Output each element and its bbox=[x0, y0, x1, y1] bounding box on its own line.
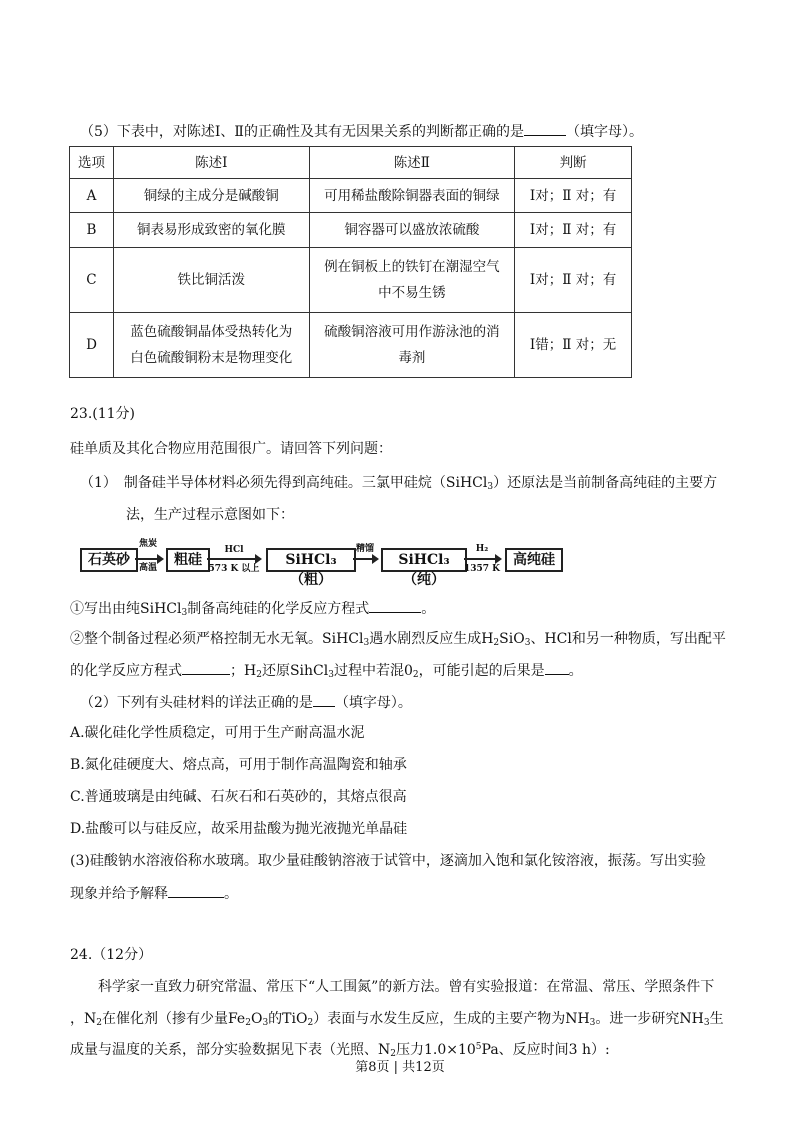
flow-box-pure-sihcl3: SiHCl₃（纯） bbox=[381, 548, 467, 572]
table-header-row bbox=[70, 147, 632, 179]
q23-part1-line2: 法，生产过程示意图如下： bbox=[126, 507, 294, 523]
flow-condition: 高温 bbox=[138, 563, 157, 573]
flow-arrow bbox=[135, 558, 162, 560]
table-header: 选项 bbox=[70, 147, 114, 179]
q24-line1: 科学家一直致力研究常温、常压下“人工围氮”的新方法。曾有实验报道：在常温、常压、学照条件下 bbox=[98, 979, 715, 995]
q5-prompt: （5）下表中，对陈述Ⅰ、Ⅱ的正确性及其有无因果关系的判断都正确的是 （填字母）。 bbox=[80, 121, 643, 142]
question-23-intro: 硅单质及其化合物应用范围很广。请回答下列问题： bbox=[70, 441, 392, 457]
table-row bbox=[70, 248, 632, 313]
flow-box-quartz-sand: 石英砂 bbox=[80, 548, 138, 572]
table-row bbox=[70, 179, 632, 213]
flow-condition: 573 K 以上 bbox=[208, 564, 260, 574]
answer-blank[interactable] bbox=[369, 598, 421, 613]
option-a: A.碳化硅化学性质稳定，可用于生产耐高温水泥 bbox=[70, 725, 365, 741]
statement-2-cell: 可用稀盐酸除铜器表面的铜绿 bbox=[309, 179, 515, 213]
q23-part1-line1: （1） 制备硅半导体材料必须先得到高纯硅。三氯甲硅烷（SiHCl$_3$）还原法是当前制备高纯硅的主要方 bbox=[80, 475, 718, 492]
flow-box-crude-sihcl3: SiHCl₃（粗） bbox=[266, 548, 356, 572]
answer-blank[interactable] bbox=[524, 121, 566, 136]
judgement-cell: Ⅰ错；Ⅱ 对；无 bbox=[515, 313, 632, 378]
option-cell: B bbox=[70, 213, 114, 248]
judgement-table bbox=[69, 146, 632, 378]
flow-condition: 焦炭 bbox=[138, 539, 157, 549]
flow-condition: HCl bbox=[224, 545, 244, 555]
page-footer: 第8页 | 共12页 bbox=[355, 1060, 445, 1075]
statement-2-cell: 硫酸铜溶液可用作游泳池的消 毒剂 bbox=[309, 313, 515, 378]
flow-box-high-purity-silicon: 高纯硅 bbox=[505, 548, 563, 572]
statement-1-cell: 铁比铜活泼 bbox=[113, 248, 309, 313]
statement-2-cell: 铜容器可以盛放浓硫酸 bbox=[309, 213, 515, 248]
option-c: C.普通玻璃是由纯碱、石灰石和石英砂的，其熔点很高 bbox=[70, 789, 407, 805]
q23-sub2-line2: 的化学反应方程式 ；$H_2$还原SihCl$_3$过程中若混$0_2$，可能引起的后果是 。 bbox=[70, 660, 583, 681]
option-d: D.盐酸可以与硅反应，故采用盐酸为抛光液抛光单晶硅 bbox=[70, 821, 408, 837]
answer-blank[interactable] bbox=[182, 660, 230, 675]
q23-part2: （2）下列有头硅材料的详法正确的是 （填字母）。 bbox=[80, 692, 412, 713]
flow-condition: H₂ bbox=[475, 544, 489, 554]
question-23-header: 23.(11分) bbox=[70, 406, 136, 422]
table-header: 陈述Ⅰ bbox=[113, 147, 309, 179]
flow-arrow bbox=[353, 558, 377, 560]
q24-line3: 成量与温度的关系，部分实验数据见下表（光照、$N_2$压力$1.0\times 10^5Pa$、反应时间3 h）: bbox=[70, 1042, 610, 1059]
option-b: B.氮化硅硬度大、熔点高，可用于制作高温陶瓷和轴承 bbox=[70, 757, 407, 773]
answer-blank[interactable] bbox=[545, 660, 569, 675]
table-row bbox=[70, 213, 632, 248]
q23-sub2: ②整个制备过程必须严格控制无水无氧。SiHCl$_3$遇水剧烈反应生成$H_2SiO_3$、HCl和另一种物质，写出配平 bbox=[70, 631, 726, 648]
judgement-cell: Ⅰ对；Ⅱ 对；有 bbox=[515, 213, 632, 248]
statement-2-cell: 例在铜板上的铁钉在潮湿空气 中不易生锈 bbox=[309, 248, 515, 313]
option-cell: C bbox=[70, 248, 114, 313]
flow-arrow bbox=[464, 558, 500, 560]
table-row bbox=[70, 313, 632, 378]
judgement-cell: Ⅰ对；Ⅱ 对；有 bbox=[515, 179, 632, 213]
flow-box-crude-silicon: 粗硅 bbox=[166, 548, 210, 572]
option-cell: A bbox=[70, 179, 114, 213]
q23-part3: (3)硅酸钠水溶液俗称水玻璃。取少量硅酸钠溶液于试管中，逐滴加入饱和氯化铵溶液，振荡。写出实验 bbox=[70, 853, 706, 869]
process-flow-diagram bbox=[80, 539, 560, 588]
answer-blank[interactable] bbox=[168, 883, 224, 898]
q23-sub1: ①写出由纯SiHCl$_3$制备高纯硅的化学反应方程式 。 bbox=[70, 598, 435, 619]
flow-arrow bbox=[207, 558, 260, 560]
table-header: 陈述Ⅱ bbox=[309, 147, 515, 179]
flow-condition: 精馏 bbox=[355, 544, 374, 554]
table-header: 判断 bbox=[515, 147, 632, 179]
judgement-cell: Ⅰ对；Ⅱ 对；有 bbox=[515, 248, 632, 313]
option-cell: D bbox=[70, 313, 114, 378]
answer-blank[interactable] bbox=[313, 692, 335, 707]
statement-1-cell: 铜绿的主成分是碱酸铜 bbox=[113, 179, 309, 213]
flow-condition: 1357 K bbox=[463, 564, 500, 574]
statement-1-cell: 铜表易形成致密的氧化膜 bbox=[113, 213, 309, 248]
q24-line2: ，$N_2$在催化剂（掺有少量$Fe_2O_3$的TiO$_2$）表面与水发生反应，生成的主要产物为$NH_3$。进一步研究$NH_3$生 bbox=[70, 1011, 724, 1028]
statement-1-cell: 蓝色硫酸铜晶体受热转化为 白色硫酸铜粉末是物理变化 bbox=[113, 313, 309, 378]
q23-part3-line2: 现象并给予解释 。 bbox=[70, 883, 238, 904]
question-24-header: 24.（12分） bbox=[70, 947, 153, 963]
